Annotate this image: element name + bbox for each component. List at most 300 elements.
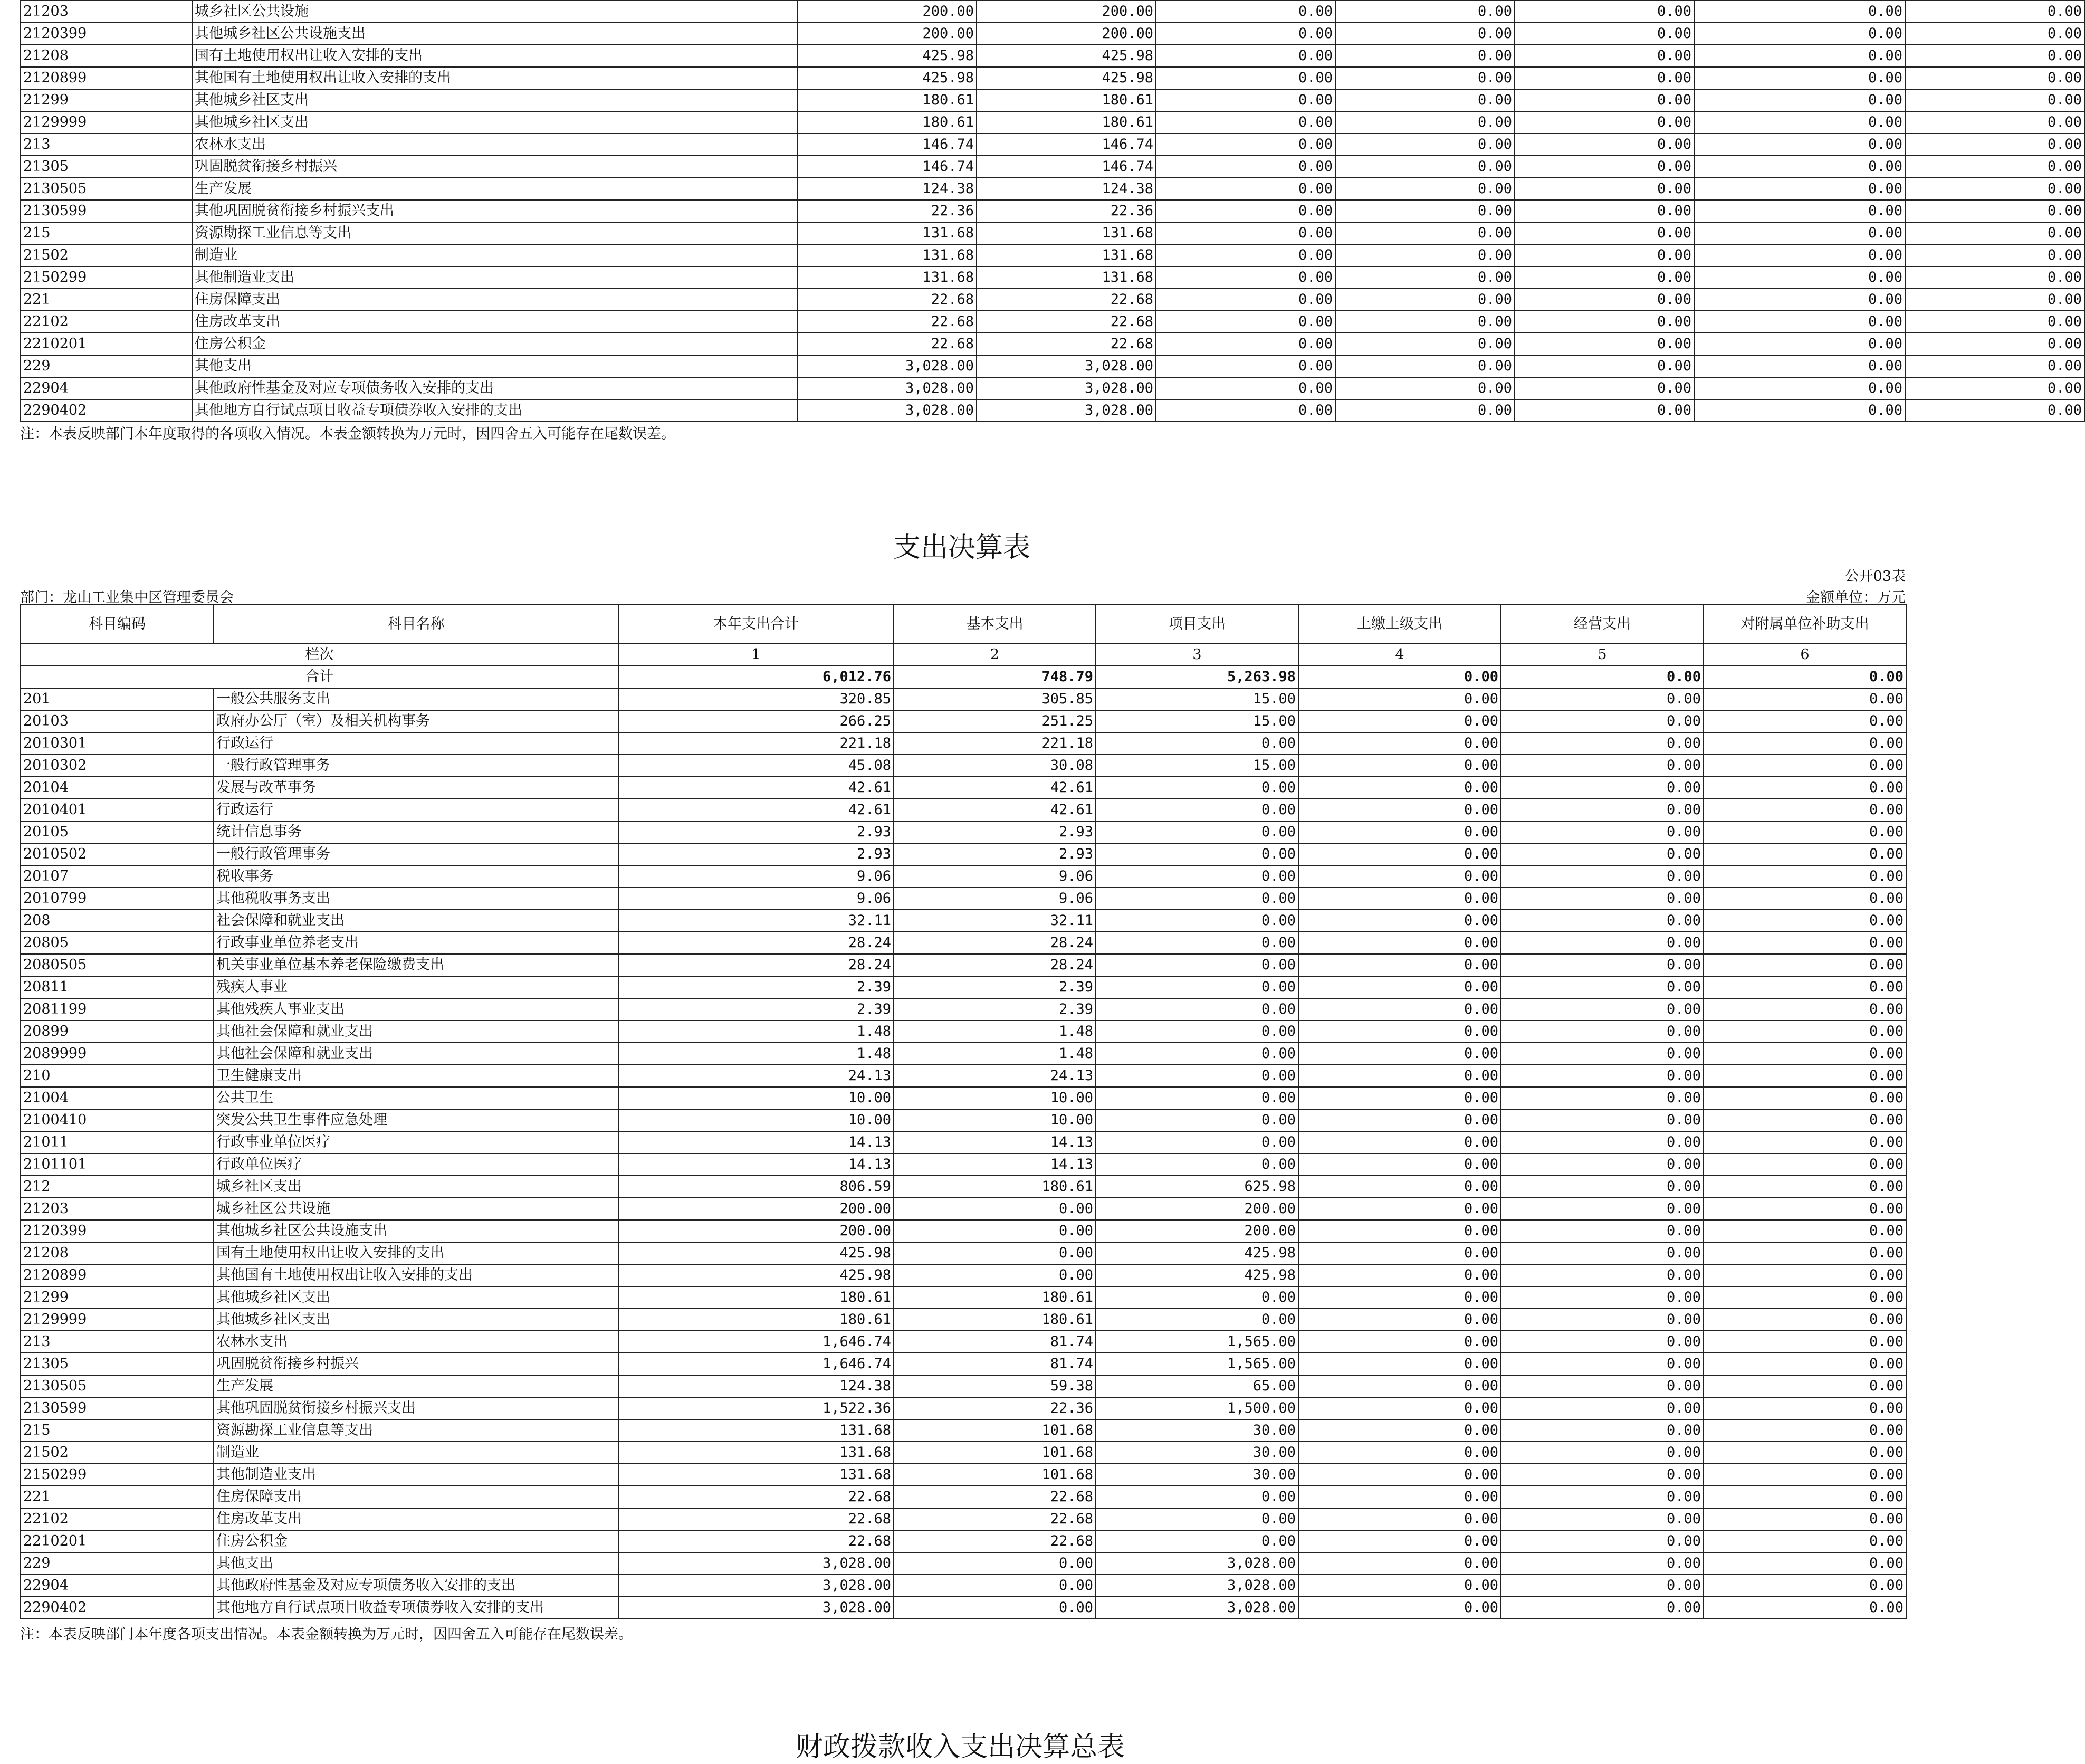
amount-cell: 0.00	[1501, 1309, 1704, 1331]
subject-code: 2130505	[21, 1375, 214, 1397]
amount-cell: 131.68	[797, 266, 977, 289]
amount-cell: 0.00	[1156, 266, 1335, 289]
amount-cell: 0.00	[1298, 1264, 1501, 1286]
amount-cell: 0.00	[1704, 1043, 1906, 1065]
subject-name: 巩固脱贫衔接乡村振兴	[192, 156, 797, 178]
subject-code: 215	[21, 1419, 214, 1442]
subject-code: 229	[21, 355, 192, 377]
subject-code: 2100410	[21, 1109, 214, 1131]
amount-cell: 0.00	[1335, 355, 1515, 377]
expense-row	[21, 1131, 1906, 1153]
amount-cell: 0.00	[1298, 755, 1501, 777]
amount-cell: 180.61	[618, 1286, 894, 1309]
subject-name: 其他巩固脱贫衔接乡村振兴支出	[192, 200, 797, 222]
amount-cell: 0.00	[1905, 134, 2084, 156]
amount-cell: 0.00	[1298, 1286, 1501, 1309]
amount-cell: 30.00	[1096, 1442, 1298, 1464]
amount-cell: 0.00	[1905, 45, 2084, 67]
amount-cell: 3,028.00	[977, 377, 1156, 399]
amount-cell: 0.00	[1156, 134, 1335, 156]
header-cell: 对附属单位补助支出	[1704, 605, 1906, 644]
amount-cell: 0.00	[1298, 1419, 1501, 1442]
amount-cell: 22.68	[894, 1508, 1096, 1530]
amount-cell: 0.00	[1501, 1021, 1704, 1043]
subject-name: 其他城乡社区公共设施支出	[214, 1220, 618, 1242]
expense-row	[21, 1508, 1906, 1530]
income-row	[21, 266, 2084, 289]
amount-cell: 2.93	[618, 843, 894, 865]
subject-name: 农林水支出	[192, 134, 797, 156]
expense-table-note: 注：本表反映部门本年度各项支出情况。本表金额转换为万元时，因四舍五入可能存在尾数误差。	[20, 1626, 633, 1643]
amount-cell: 0.00	[1501, 1597, 1704, 1619]
subject-name: 政府办公厅（室）及相关机构事务	[214, 710, 618, 732]
subject-name: 其他城乡社区支出	[192, 111, 797, 134]
expense-row	[21, 998, 1906, 1021]
subject-name: 农林水支出	[214, 1331, 618, 1353]
amount-cell: 0.00	[1905, 244, 2084, 266]
amount-cell: 0.00	[1704, 732, 1906, 755]
amount-cell: 131.68	[977, 244, 1156, 266]
amount-cell: 146.74	[977, 134, 1156, 156]
amount-cell: 0.00	[1694, 178, 1905, 200]
amount-cell: 131.68	[797, 222, 977, 244]
subject-name: 生产发展	[214, 1375, 618, 1397]
amount-cell: 0.00	[1298, 1486, 1501, 1508]
amount-cell: 3,028.00	[1096, 1575, 1298, 1597]
amount-cell: 0.00	[1335, 399, 1515, 422]
lanci-label: 栏次	[21, 644, 618, 666]
amount-cell: 0.00	[1156, 45, 1335, 67]
amount-cell: 0.00	[1501, 755, 1704, 777]
amount-cell: 0.00	[1298, 1198, 1501, 1220]
amount-cell: 0.00	[1704, 1552, 1906, 1575]
amount-cell: 45.08	[618, 755, 894, 777]
amount-cell: 0.00	[1335, 23, 1515, 45]
subject-name: 住房公积金	[214, 1530, 618, 1552]
subject-code: 22102	[21, 1508, 214, 1530]
amount-cell: 0.00	[1694, 355, 1905, 377]
amount-cell: 131.68	[618, 1464, 894, 1486]
amount-cell: 0.00	[1704, 1331, 1906, 1353]
amount-cell: 2.93	[894, 843, 1096, 865]
amount-cell: 3,028.00	[797, 399, 977, 422]
amount-cell: 0.00	[1298, 843, 1501, 865]
amount-cell: 0.00	[1704, 1242, 1906, 1264]
amount-cell: 3,028.00	[797, 355, 977, 377]
amount-cell: 0.00	[1704, 799, 1906, 821]
subject-name: 其他巩固脱贫衔接乡村振兴支出	[214, 1397, 618, 1419]
amount-cell: 0.00	[1905, 67, 2084, 89]
lanci-number: 6	[1704, 644, 1906, 666]
amount-cell: 200.00	[977, 1, 1156, 23]
amount-cell: 3,028.00	[618, 1575, 894, 1597]
subject-name: 突发公共卫生事件应急处理	[214, 1109, 618, 1131]
lanci-number: 2	[894, 644, 1096, 666]
amount-cell: 0.00	[1298, 1331, 1501, 1353]
subject-name: 其他城乡社区支出	[192, 89, 797, 111]
amount-cell: 1,646.74	[618, 1331, 894, 1353]
amount-cell: 22.68	[618, 1530, 894, 1552]
amount-cell: 425.98	[797, 45, 977, 67]
subject-code: 208	[21, 910, 214, 932]
expense-row	[21, 1286, 1906, 1309]
amount-cell: 10.00	[618, 1109, 894, 1131]
subject-code: 215	[21, 222, 192, 244]
amount-cell: 251.25	[894, 710, 1096, 732]
amount-cell: 0.00	[1335, 45, 1515, 67]
amount-cell: 32.11	[894, 910, 1096, 932]
amount-cell: 0.00	[1905, 399, 2084, 422]
amount-cell: 0.00	[1096, 1021, 1298, 1043]
amount-cell: 200.00	[1096, 1220, 1298, 1242]
amount-cell: 28.24	[894, 932, 1096, 954]
subject-name: 其他社会保障和就业支出	[214, 1043, 618, 1065]
amount-cell: 0.00	[1694, 244, 1905, 266]
amount-cell: 0.00	[1298, 710, 1501, 732]
subject-name: 制造业	[192, 244, 797, 266]
subject-code: 21305	[21, 1353, 214, 1375]
amount-cell: 0.00	[1298, 777, 1501, 799]
expense-row	[21, 1486, 1906, 1508]
expense-row	[21, 1530, 1906, 1552]
amount-cell: 2.93	[618, 821, 894, 843]
amount-cell: 0.00	[1096, 821, 1298, 843]
expense-row	[21, 1552, 1906, 1575]
amount-cell: 0.00	[1704, 1264, 1906, 1286]
expense-row	[21, 777, 1906, 799]
amount-cell: 0.00	[1298, 1176, 1501, 1198]
amount-cell: 0.00	[1704, 1375, 1906, 1397]
amount-cell: 0.00	[1501, 1530, 1704, 1552]
subject-name: 城乡社区公共设施	[214, 1198, 618, 1220]
subject-code: 2130599	[21, 200, 192, 222]
amount-cell: 0.00	[1501, 1464, 1704, 1486]
amount-cell: 0.00	[1704, 777, 1906, 799]
subject-code: 21004	[21, 1087, 214, 1109]
subject-code: 2120899	[21, 1264, 214, 1286]
amount-cell: 0.00	[1298, 799, 1501, 821]
expense-row	[21, 1464, 1906, 1486]
amount-cell: 0.00	[1694, 289, 1905, 311]
amount-cell: 625.98	[1096, 1176, 1298, 1198]
amount-cell: 10.00	[894, 1109, 1096, 1131]
amount-cell: 0.00	[1335, 67, 1515, 89]
income-row	[21, 89, 2084, 111]
amount-cell: 180.61	[797, 111, 977, 134]
amount-cell: 2.93	[894, 821, 1096, 843]
amount-cell: 0.00	[1335, 311, 1515, 333]
expense-row	[21, 1264, 1906, 1286]
amount-cell: 0.00	[894, 1220, 1096, 1242]
amount-cell: 28.24	[894, 954, 1096, 976]
amount-cell: 0.00	[1096, 1153, 1298, 1176]
amount-cell: 0.00	[1515, 1, 1694, 23]
expense-row	[21, 1109, 1906, 1131]
amount-cell: 221.18	[894, 732, 1096, 755]
expense-row	[21, 1597, 1906, 1619]
expense-row	[21, 954, 1906, 976]
subject-name: 行政运行	[214, 799, 618, 821]
amount-cell: 0.00	[1156, 333, 1335, 355]
amount-cell: 124.38	[977, 178, 1156, 200]
subject-code: 2010799	[21, 888, 214, 910]
amount-cell: 0.00	[1096, 1109, 1298, 1131]
amount-cell: 0.00	[1694, 377, 1905, 399]
amount-cell: 0.00	[1298, 910, 1501, 932]
amount-cell: 0.00	[1501, 1065, 1704, 1087]
subject-code: 22904	[21, 377, 192, 399]
amount-cell: 180.61	[894, 1286, 1096, 1309]
amount-cell: 0.00	[1694, 222, 1905, 244]
amount-cell: 59.38	[894, 1375, 1096, 1397]
amount-cell: 0.00	[1501, 1552, 1704, 1575]
subject-name: 发展与改革事务	[214, 777, 618, 799]
subject-code: 201	[21, 688, 214, 710]
amount-cell: 0.00	[894, 1575, 1096, 1597]
amount-cell: 0.00	[1501, 843, 1704, 865]
amount-cell: 1.48	[894, 1021, 1096, 1043]
lanci-number: 3	[1096, 644, 1298, 666]
amount-cell: 0.00	[1298, 1464, 1501, 1486]
subject-name: 其他政府性基金及对应专项债务收入安排的支出	[214, 1575, 618, 1597]
lanci-number: 1	[618, 644, 894, 666]
amount-cell: 0.00	[1694, 156, 1905, 178]
subject-name: 其他城乡社区公共设施支出	[192, 23, 797, 45]
amount-cell: 0.00	[1704, 1220, 1906, 1242]
expense-row	[21, 1375, 1906, 1397]
subject-code: 20805	[21, 932, 214, 954]
income-table-body	[21, 1, 2084, 422]
amount-cell: 200.00	[618, 1220, 894, 1242]
subject-code: 21299	[21, 1286, 214, 1309]
income-row	[21, 333, 2084, 355]
expense-row	[21, 865, 1906, 888]
expense-row	[21, 976, 1906, 998]
amount-cell: 15.00	[1096, 688, 1298, 710]
amount-cell: 0.00	[1515, 45, 1694, 67]
income-table	[20, 0, 2085, 422]
subject-name: 残疾人事业	[214, 976, 618, 998]
amount-cell: 0.00	[1156, 156, 1335, 178]
amount-cell: 0.00	[1905, 333, 2084, 355]
amount-cell: 180.61	[618, 1309, 894, 1331]
subject-name: 住房改革支出	[214, 1508, 618, 1530]
amount-cell: 0.00	[1298, 1131, 1501, 1153]
subject-code: 21203	[21, 1198, 214, 1220]
amount-cell: 0.00	[1501, 710, 1704, 732]
amount-cell: 0.00	[1694, 266, 1905, 289]
expense-table	[20, 604, 1907, 1619]
next-table-title: 财政拨款收入支出决算总表	[796, 1731, 1125, 1763]
amount-cell: 0.00	[1298, 954, 1501, 976]
amount-cell: 0.00	[1156, 67, 1335, 89]
amount-cell: 0.00	[1335, 333, 1515, 355]
expense-row	[21, 1176, 1906, 1198]
amount-cell: 3,028.00	[977, 399, 1156, 422]
amount-cell: 0.00	[1156, 111, 1335, 134]
amount-cell: 0.00	[1501, 1176, 1704, 1198]
amount-cell: 0.00	[1501, 1486, 1704, 1508]
subject-code: 2290402	[21, 1597, 214, 1619]
subject-name: 一般公共服务支出	[214, 688, 618, 710]
income-row	[21, 289, 2084, 311]
amount-cell: 0.00	[1704, 954, 1906, 976]
subject-code: 20899	[21, 1021, 214, 1043]
subject-code: 2010401	[21, 799, 214, 821]
expense-row	[21, 843, 1906, 865]
total-value: 0.00	[1501, 666, 1704, 688]
amount-cell: 0.00	[1704, 1397, 1906, 1419]
subject-code: 221	[21, 289, 192, 311]
amount-cell: 0.00	[1704, 755, 1906, 777]
amount-cell: 0.00	[1298, 688, 1501, 710]
amount-cell: 42.61	[618, 799, 894, 821]
subject-code: 2120399	[21, 1220, 214, 1242]
subject-name: 国有土地使用权出让收入安排的支出	[214, 1242, 618, 1264]
amount-cell: 0.00	[1905, 266, 2084, 289]
amount-cell: 0.00	[1096, 954, 1298, 976]
amount-cell: 0.00	[894, 1242, 1096, 1264]
subject-code: 20103	[21, 710, 214, 732]
amount-cell: 0.00	[1096, 1286, 1298, 1309]
amount-cell: 0.00	[1298, 1575, 1501, 1597]
total-row	[21, 666, 1906, 688]
amount-cell: 24.13	[618, 1065, 894, 1087]
amount-cell: 0.00	[1515, 311, 1694, 333]
subject-code: 20105	[21, 821, 214, 843]
amount-cell: 0.00	[1704, 976, 1906, 998]
amount-cell: 0.00	[1501, 1442, 1704, 1464]
income-row	[21, 134, 2084, 156]
amount-cell: 180.61	[894, 1309, 1096, 1331]
amount-cell: 0.00	[1298, 1309, 1501, 1331]
amount-cell: 14.13	[894, 1131, 1096, 1153]
amount-cell: 28.24	[618, 932, 894, 954]
amount-cell: 0.00	[1694, 111, 1905, 134]
subject-code: 2130505	[21, 178, 192, 200]
subject-code: 21208	[21, 1242, 214, 1264]
amount-cell: 0.00	[1501, 1397, 1704, 1419]
amount-cell: 0.00	[1501, 1087, 1704, 1109]
amount-cell: 2.39	[894, 998, 1096, 1021]
amount-cell: 131.68	[618, 1419, 894, 1442]
income-row	[21, 399, 2084, 422]
amount-cell: 0.00	[1501, 732, 1704, 755]
amount-cell: 0.00	[1905, 1, 2084, 23]
subject-code: 2210201	[21, 1530, 214, 1552]
amount-cell: 0.00	[1905, 377, 2084, 399]
subject-code: 21299	[21, 89, 192, 111]
amount-cell: 30.00	[1096, 1419, 1298, 1442]
amount-cell: 0.00	[1335, 222, 1515, 244]
subject-name: 社会保障和就业支出	[214, 910, 618, 932]
amount-cell: 200.00	[618, 1198, 894, 1220]
amount-cell: 0.00	[1096, 1309, 1298, 1331]
income-row	[21, 67, 2084, 89]
amount-cell: 0.00	[1156, 200, 1335, 222]
amount-cell: 0.00	[1704, 1309, 1906, 1331]
amount-cell: 0.00	[1298, 1442, 1501, 1464]
expense-row	[21, 1442, 1906, 1464]
amount-cell: 0.00	[1694, 1, 1905, 23]
expense-row	[21, 1242, 1906, 1264]
amount-cell: 0.00	[1298, 1153, 1501, 1176]
amount-cell: 9.06	[618, 888, 894, 910]
subject-code: 212	[21, 1176, 214, 1198]
amount-cell: 0.00	[1156, 244, 1335, 266]
amount-cell: 22.68	[977, 311, 1156, 333]
subject-code: 22102	[21, 311, 192, 333]
amount-cell: 0.00	[1298, 1109, 1501, 1131]
subject-name: 其他国有土地使用权出让收入安排的支出	[214, 1264, 618, 1286]
amount-cell: 0.00	[1156, 178, 1335, 200]
amount-cell: 101.68	[894, 1464, 1096, 1486]
subject-name: 巩固脱贫衔接乡村振兴	[214, 1353, 618, 1375]
amount-cell: 200.00	[797, 23, 977, 45]
amount-cell: 0.00	[1298, 1065, 1501, 1087]
amount-cell: 0.00	[1096, 888, 1298, 910]
amount-cell: 0.00	[1905, 156, 2084, 178]
amount-cell: 0.00	[1704, 688, 1906, 710]
subject-code: 2081199	[21, 998, 214, 1021]
amount-cell: 0.00	[1501, 865, 1704, 888]
amount-cell: 0.00	[1335, 134, 1515, 156]
amount-cell: 0.00	[1515, 111, 1694, 134]
amount-cell: 22.68	[977, 333, 1156, 355]
amount-cell: 0.00	[1704, 1530, 1906, 1552]
subject-name: 其他政府性基金及对应专项债务收入安排的支出	[192, 377, 797, 399]
amount-cell: 1,522.36	[618, 1397, 894, 1419]
subject-code: 213	[21, 134, 192, 156]
amount-cell: 131.68	[977, 222, 1156, 244]
amount-cell: 425.98	[1096, 1242, 1298, 1264]
amount-cell: 0.00	[1694, 134, 1905, 156]
amount-cell: 22.68	[618, 1508, 894, 1530]
subject-name: 卫生健康支出	[214, 1065, 618, 1087]
amount-cell: 0.00	[1298, 1087, 1501, 1109]
amount-cell: 30.08	[894, 755, 1096, 777]
amount-cell: 0.00	[1156, 311, 1335, 333]
amount-cell: 0.00	[1335, 89, 1515, 111]
subject-code: 210	[21, 1065, 214, 1087]
amount-cell: 22.36	[797, 200, 977, 222]
expense-row	[21, 1419, 1906, 1442]
amount-cell: 101.68	[894, 1442, 1096, 1464]
amount-cell: 0.00	[1694, 45, 1905, 67]
amount-cell: 3,028.00	[797, 377, 977, 399]
amount-cell: 0.00	[894, 1264, 1096, 1286]
subject-code: 2150299	[21, 1464, 214, 1486]
amount-cell: 0.00	[1515, 178, 1694, 200]
amount-cell: 0.00	[1335, 111, 1515, 134]
subject-name: 制造业	[214, 1442, 618, 1464]
amount-cell: 0.00	[1096, 1508, 1298, 1530]
amount-cell: 266.25	[618, 710, 894, 732]
amount-cell: 0.00	[1335, 377, 1515, 399]
subject-code: 2120899	[21, 67, 192, 89]
expense-table-body	[21, 605, 1906, 1619]
total-value: 0.00	[1704, 666, 1906, 688]
expense-row	[21, 755, 1906, 777]
amount-cell: 1,565.00	[1096, 1331, 1298, 1353]
amount-cell: 15.00	[1096, 710, 1298, 732]
header-cell: 本年支出合计	[618, 605, 894, 644]
subject-name: 国有土地使用权出让收入安排的支出	[192, 45, 797, 67]
amount-cell: 425.98	[618, 1264, 894, 1286]
amount-cell: 0.00	[1905, 222, 2084, 244]
expense-row	[21, 821, 1906, 843]
amount-cell: 0.00	[1501, 1286, 1704, 1309]
